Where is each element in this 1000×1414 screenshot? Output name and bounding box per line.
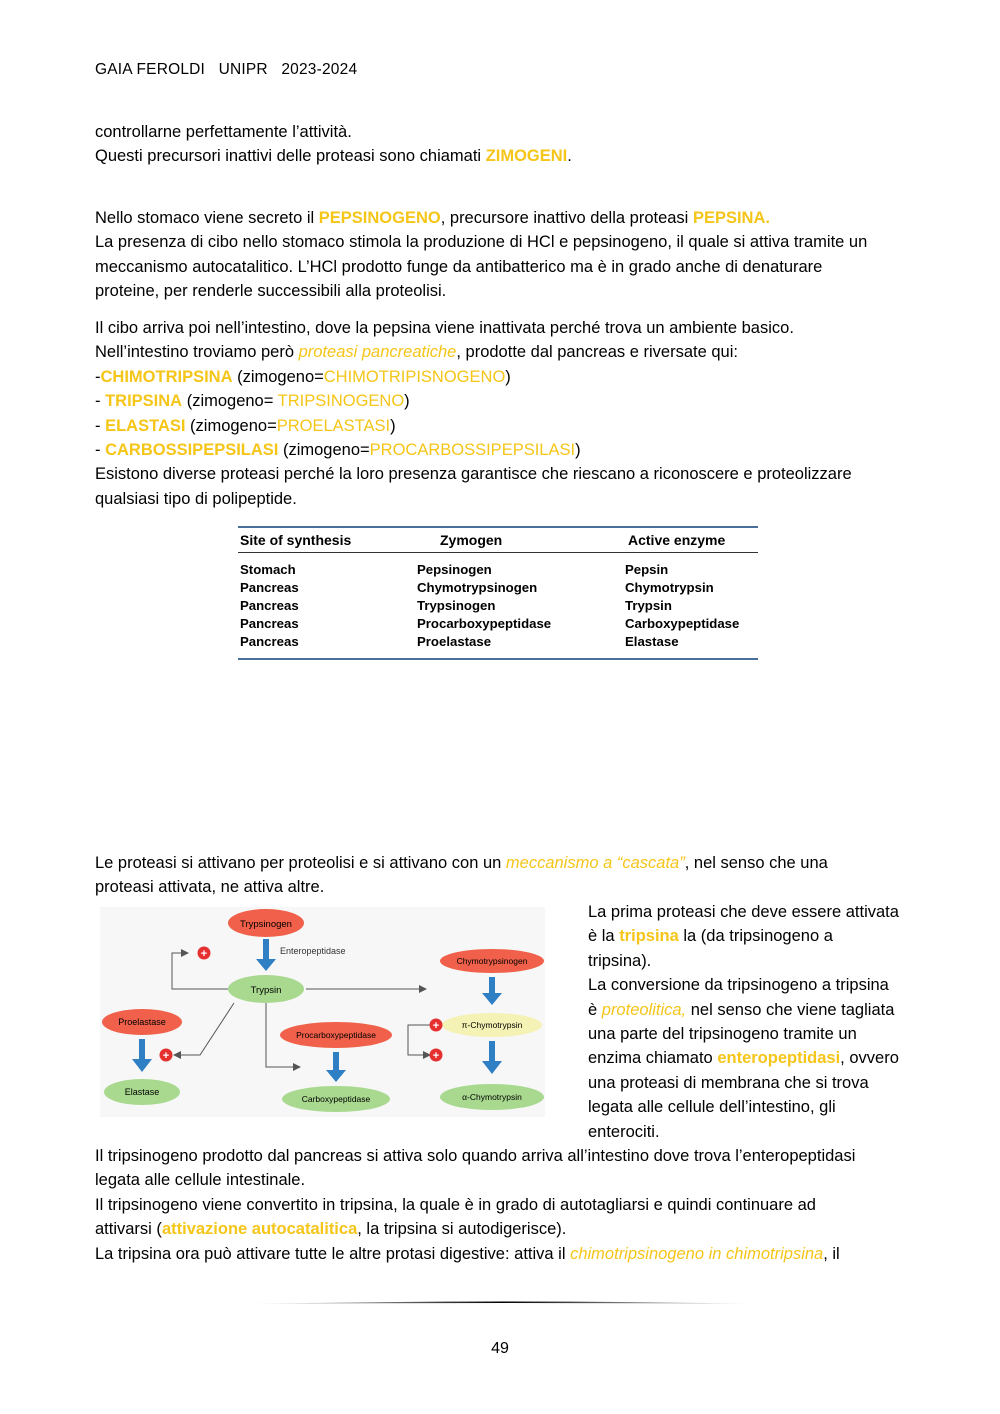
text-line [95,1242,915,1266]
table-top-rule [238,526,758,528]
highlight-term: proteasi pancreatiche [298,343,457,362]
text-line: controllarne perfettamente l’attività. [95,123,352,141]
plus-sign: + [432,1020,440,1032]
text-line: qualsiasi tipo di polipeptide. [95,489,297,508]
text-line [95,340,915,364]
page-header [95,61,366,79]
protease-cascade-diagram [100,907,545,1117]
highlight-term: TRIPSINA [105,392,183,411]
highlight-term: TRIPSINOGENO [277,392,405,411]
elastase-label: Elastase [124,1087,160,1097]
text-line: legata alle cellule dell’intestino, gli [588,1098,836,1117]
text-span: , precursore inattivo della proteasi [440,209,693,227]
side-paragraph-trypsin [588,900,918,1144]
arrow-down-icon [333,1052,339,1072]
arrow-down-icon [263,939,269,961]
highlight-term: tripsina [619,927,679,946]
proelastase-label: Proelastase [118,1017,166,1027]
highlight-term: ELASTASI [105,416,186,435]
text-line [95,1217,915,1241]
highlight-term: ZIMOGENI [485,147,568,166]
text-span: ) [505,367,511,386]
text-span: Nell’intestino troviamo però [95,343,299,362]
text-span: La tripsina ora può attivare tutte le altre protasi digestive: attiva il [95,1244,571,1263]
paragraph-zymogens [95,120,915,169]
zymogen-table-figure [238,526,758,660]
page-number: 49 [491,1340,509,1357]
footer-divider [248,1298,758,1308]
arrow-down-icon [139,1039,145,1061]
text-span: , il [823,1244,840,1263]
text-span: , nel senso che una [684,854,828,872]
list-item [95,438,915,462]
text-span: è [588,1000,602,1019]
text-span: Questi precursori inattivi delle proteasi sono chiamati [95,147,486,166]
text-span: nel senso che viene tagliata [686,1000,895,1019]
table-cell: Pancreas [240,580,299,595]
text-line: proteine, per renderle successibili alla proteolisi. [95,282,447,301]
text-line: enterociti. [588,1122,660,1141]
text-span: ) [390,416,396,435]
text-line: La conversione da tripsinogeno a tripsina [588,976,889,995]
paragraph-stomach [95,206,915,304]
text-line: una proteasi di membrana che si trova [588,1073,869,1092]
table-cell: Procarboxypeptidase [417,616,552,631]
table-cell: Chymotrypsin [625,580,714,595]
table-bottom-rule [238,658,758,660]
text-line: meccanismo autocatalitico. L’HCl prodotto funge da antibatterico ma è in grado anche di denaturare [95,257,823,276]
highlight-term: PEPSINOGENO [318,209,441,227]
trypsinogen-label: Trypsinogen [240,919,292,930]
text-span: (zimogeno= [182,392,278,411]
text-line: La presenza di cibo nello stomaco stimola la produzione di HCl e pepsinogeno, il quale si attiva tramite un [95,233,868,252]
table-cell: Pancreas [240,616,299,631]
table-cell: Carboxypeptidase [625,616,740,631]
text-span: (zimogeno= [232,367,324,386]
text-span: . [567,147,572,166]
table-cell: Trypsin [625,598,672,613]
plus-sign: + [200,948,208,960]
text-span: ) [575,441,581,460]
text-span: è la [588,927,620,946]
highlight-term: PROCARBOSSIPEPSILASI [369,441,576,460]
table-header-zymogen: Zymogen [440,532,503,548]
pi-chymotrypsin-label: π-Chymotrypsin [461,1020,523,1030]
text-span: (zimogeno= [278,441,370,460]
list-item [95,389,915,413]
alpha-chymotrypsin-label: α-Chymotrypsin [462,1092,522,1102]
highlight-term: proteolitica, [601,1000,687,1019]
text-span: enzima chiamato [588,1049,718,1068]
text-span: (zimogeno= [185,416,277,435]
text-line [588,1046,918,1070]
arrow-down-icon [489,1041,495,1063]
chymotrypsinogen-label: Chymotrypsinogen [456,956,528,966]
table-header-site: Site of synthesis [240,532,352,548]
paragraph-trypsinogen-activation [95,1144,915,1266]
text-span: - [95,392,106,411]
text-line [95,206,915,230]
plus-sign: + [162,1050,170,1062]
table-header-active: Active enzyme [628,532,726,548]
text-span: Le proteasi si attivano per proteolisi e si attivano con un [95,854,506,872]
highlight-term: CHIMOTRIPSINA [100,367,233,386]
table-cell: Pepsin [625,562,669,577]
highlight-term: chimotripsinogeno in chimotripsina [570,1244,824,1263]
paragraph-intestine [95,316,915,511]
text-line: Il cibo arriva poi nell’intestino, dove la pepsina viene inattivata perché trova un ambiente basico. [95,319,794,337]
table-cell: Pepsinogen [417,562,492,577]
text-span: Nello stomaco viene secreto il [95,209,319,227]
text-span: , ovvero [840,1049,899,1068]
text-span: , prodotte dal pancreas e riversate qui: [456,343,738,362]
text-span: la (da tripsinogeno a [678,927,833,946]
text-line: Il tripsinogeno prodotto dal pancreas si attiva solo quando arriva all’intestino dove trova l’enteropeptidasi [95,1147,856,1165]
text-span: - [95,441,106,460]
highlight-term: meccanismo a “cascata” [505,854,685,872]
table-cell: Pancreas [240,598,299,613]
highlight-term: CARBOSSIPEPSILASI [105,441,279,460]
table-cell: Trypsinogen [417,598,496,613]
text-span: ) [404,392,410,411]
enteropeptidase-label: Enteropeptidase [280,946,346,956]
text-line [95,851,915,875]
header-year: 2023-2024 [281,61,358,78]
table-cell: Chymotrypsinogen [417,580,538,595]
text-line: tripsina). [588,951,652,970]
text-line [588,924,918,948]
procarboxypeptidase-label: Procarboxypeptidase [296,1030,376,1040]
text-line [95,144,915,168]
highlight-term: CHIMOTRIPISNOGENO [323,367,506,386]
list-item [95,365,915,389]
highlight-term: attivazione autocatalitica [161,1220,358,1239]
text-line: una parte del tripsinogeno tramite un [588,1025,857,1044]
trypsin-label: Trypsin [250,985,282,996]
text-line: Il tripsinogeno viene convertito in tripsina, la quale è in grado di autotagliarsi e quindi continuare ad [95,1195,816,1214]
list-item [95,414,915,438]
text-line: Esistono diverse proteasi perché la loro presenza garantisce che riescano a riconoscere e proteolizzare [95,465,852,484]
text-line [588,998,918,1022]
arrow-down-icon [489,977,495,995]
text-line: proteasi attivata, ne attiva altre. [95,878,325,897]
carboxypeptidase-label: Carboxypeptidase [301,1094,371,1104]
table-cell: Stomach [240,562,296,577]
text-span: - [95,367,101,386]
highlight-term: PEPSINA. [692,209,770,227]
highlight-term: enteropeptidasi [717,1049,841,1068]
text-line: legata alle cellule intestinale. [95,1171,306,1190]
plus-sign: + [432,1050,440,1062]
text-span: , la tripsina si autodigerisce). [357,1220,567,1239]
table-cell: Pancreas [240,634,299,649]
table-cell: Proelastase [417,634,492,649]
text-line: La prima proteasi che deve essere attivata [588,903,899,921]
paragraph-cascade [95,851,915,900]
highlight-term: PROELASTASI [276,416,391,435]
header-university: UNIPR [218,61,268,78]
text-span: - [95,416,106,435]
header-author: GAIA FEROLDI [95,61,206,78]
text-span: attivarsi ( [95,1220,162,1239]
table-cell: Elastase [625,634,679,649]
table-header-rule [238,552,758,553]
